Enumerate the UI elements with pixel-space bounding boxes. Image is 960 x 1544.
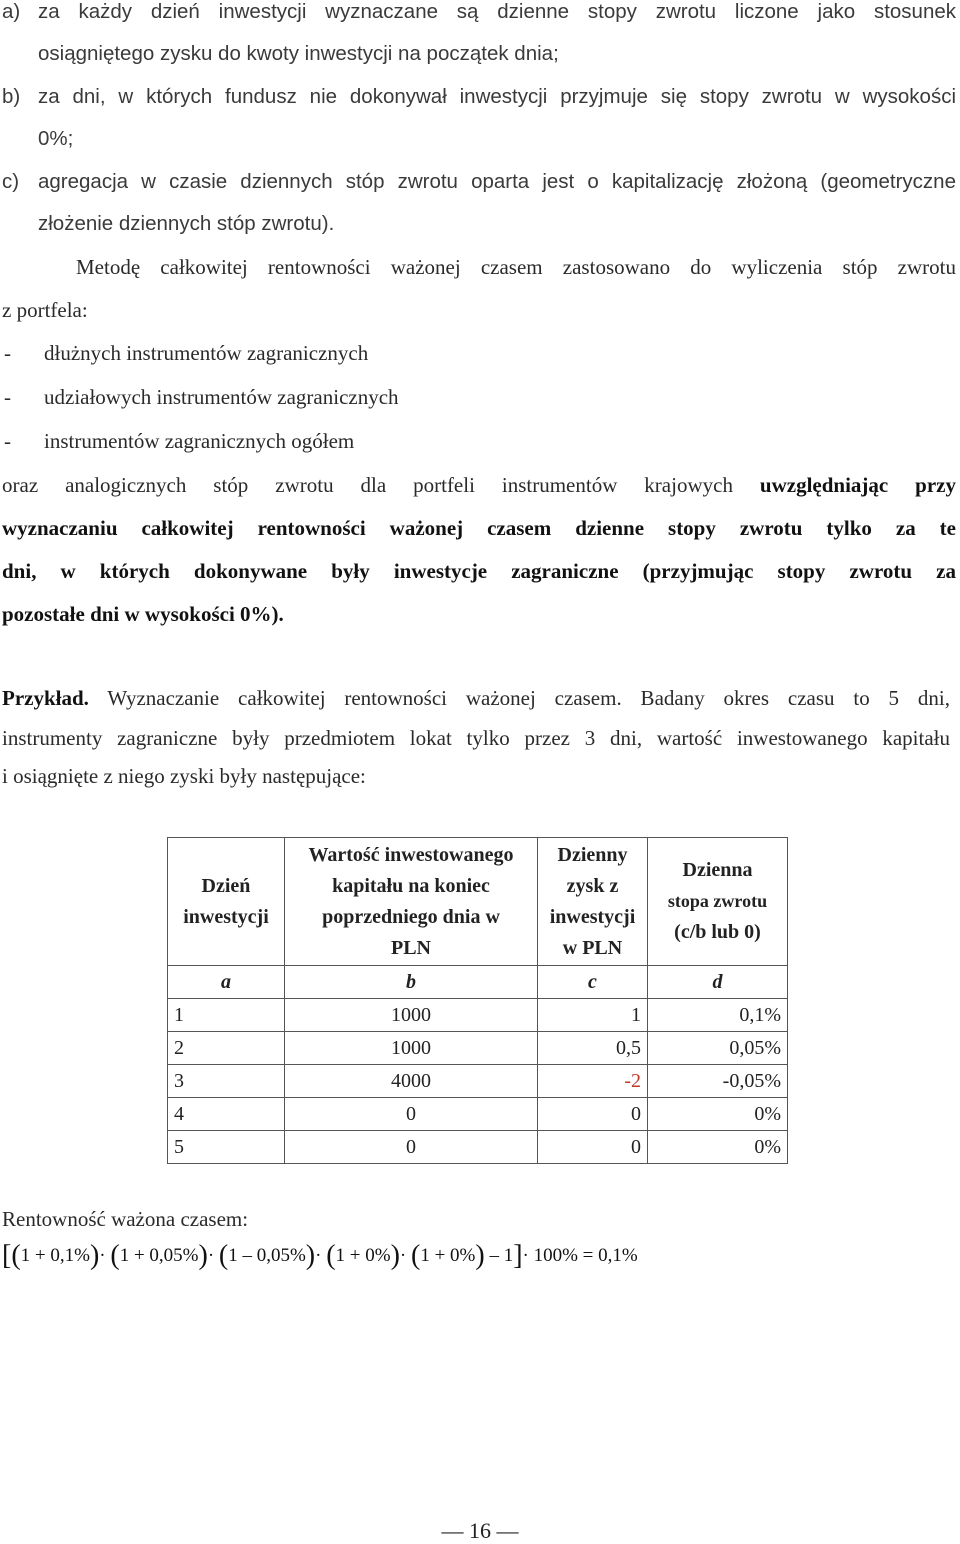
- returns-table: [167, 837, 788, 1164]
- time-weighted-return-formula: [(1 + 0,1%)· (1 + 0,05%)· (1 – 0,05%)· (1 + 0%)· (1 + 0%) – 1]· 100% = 0,1%: [2, 1240, 638, 1271]
- table-cell-negative: -2: [538, 1065, 648, 1098]
- header-capital: Wartość inwestowanego kapitału na koniec poprzedniego dnia w PLN: [285, 838, 538, 966]
- table-cell: d: [648, 966, 788, 999]
- table-cell: 4000: [285, 1065, 538, 1098]
- method-paragraph-line: z portfela:: [2, 298, 88, 322]
- example-line: Przykład. Wyznaczanie całkowitej rentowności ważonej czasem. Badany okres czasu to 5 dni,: [2, 686, 950, 710]
- example-line: i osiągnięte z niego zyski były następujące:: [2, 764, 366, 788]
- table-cell: a: [168, 966, 285, 999]
- table-row: [168, 1065, 788, 1098]
- list-item-text: złożenie dziennych stóp zwrotu).: [38, 212, 335, 235]
- summary-line: oraz analogicznych stóp zwrotu dla portfeli instrumentów krajowych uwzględniając przy: [2, 473, 957, 497]
- table-row: [168, 1098, 788, 1131]
- table-cell: 0,1%: [648, 999, 788, 1032]
- table-cell: 5: [168, 1131, 285, 1164]
- summary-bold-line: dni, w których dokonywane były inwestycje zagraniczne (przyjmując stopy zwrotu za: [2, 559, 956, 583]
- table-cell: 4: [168, 1098, 285, 1131]
- list-item-text: za każdy dzień inwestycji wyznaczane są dzienne stopy zwrotu liczone jako stosunek: [38, 0, 956, 23]
- summary-bold-line: pozostałe dni w wysokości 0%).: [2, 602, 284, 626]
- list-item-text: agregacja w czasie dziennych stóp zwrotu oparta jest o kapitalizację złożoną (geometryczne: [38, 170, 956, 193]
- table-cell: -0,05%: [648, 1065, 788, 1098]
- formula-label: Rentowność ważona czasem:: [2, 1207, 249, 1231]
- header-rate: Dzienna stopa zwrotu (c/b lub 0): [648, 838, 788, 966]
- list-marker: b): [2, 85, 21, 108]
- example-label: Przykład.: [2, 686, 89, 710]
- table-letter-row: [168, 966, 788, 999]
- list-marker: c): [2, 170, 20, 193]
- example-line: instrumenty zagraniczne były przedmiotem lokat tylko przez 3 dni, wartość inwestowanego kapitału: [2, 726, 950, 750]
- table-cell: 0: [285, 1098, 538, 1131]
- table-cell: 0: [538, 1131, 648, 1164]
- list-item-text: osiągniętego zysku do kwoty inwestycji na początek dnia;: [38, 42, 559, 65]
- table-header-row: [168, 838, 788, 966]
- table-cell: 0%: [648, 1131, 788, 1164]
- header-day: Dzień inwestycji: [168, 838, 285, 966]
- table-cell: 2: [168, 1032, 285, 1065]
- table-row: [168, 999, 788, 1032]
- method-paragraph-line: Metodę całkowitej rentowności ważonej czasem zastosowano do wyliczenia stóp zwrotu: [76, 255, 956, 279]
- table-cell: 1: [538, 999, 648, 1032]
- table-cell: c: [538, 966, 648, 999]
- list-item-text: za dni, w których fundusz nie dokonywał inwestycji przyjmuje się stopy zwrotu w wysokości: [38, 85, 956, 108]
- table-cell: 1: [168, 999, 285, 1032]
- header-profit: Dzienny zysk z inwestycji w PLN: [538, 838, 648, 966]
- table-cell: 0,5: [538, 1032, 648, 1065]
- list-marker: a): [2, 0, 21, 23]
- table-cell: 0,05%: [648, 1032, 788, 1065]
- page-number: — 16 —: [441, 1518, 519, 1543]
- table-cell: b: [285, 966, 538, 999]
- table-cell: 0: [538, 1098, 648, 1131]
- table-cell: 3: [168, 1065, 285, 1098]
- summary-bold-line: wyznaczaniu całkowitej rentowności ważonej czasem dzienne stopy zwrotu tylko za te: [2, 516, 956, 540]
- table-cell: 1000: [285, 1032, 538, 1065]
- list-item-text: 0%;: [38, 127, 74, 150]
- table-row: [168, 1131, 788, 1164]
- table-cell: 0%: [648, 1098, 788, 1131]
- table-row: [168, 1032, 788, 1065]
- table-cell: 1000: [285, 999, 538, 1032]
- table-cell: 0: [285, 1131, 538, 1164]
